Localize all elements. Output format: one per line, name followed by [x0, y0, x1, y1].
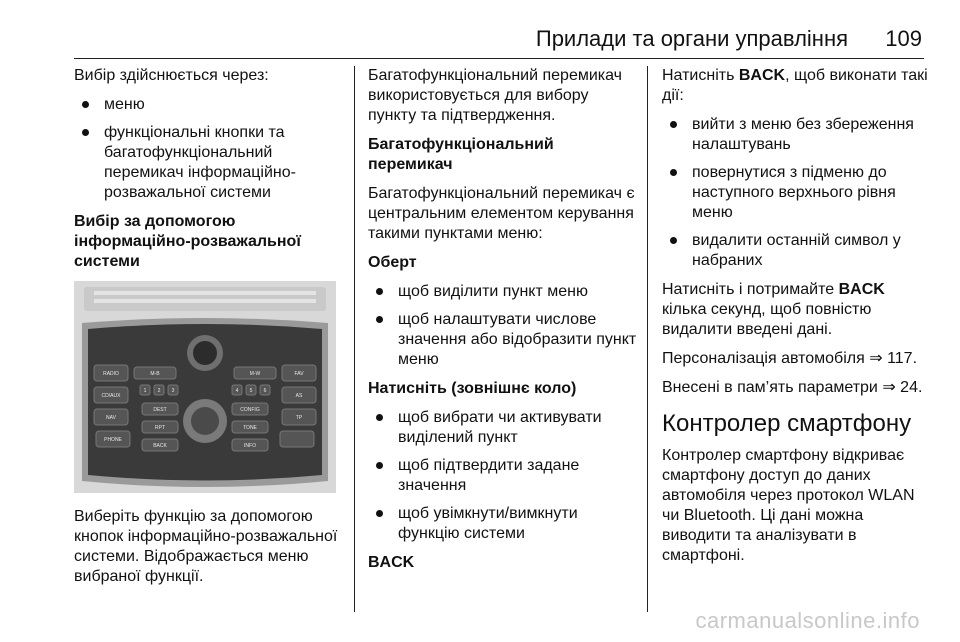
column-divider: [647, 66, 648, 612]
column-right: [662, 66, 932, 575]
intro-text: Вибір здійснюється через:: [74, 67, 269, 84]
selection-list: [74, 95, 344, 203]
panel-button-label: 6: [263, 388, 267, 394]
text-segment: Натисніть і потримайте: [662, 281, 839, 298]
panel-button-label: BACK: [153, 443, 167, 449]
list-item: щоб увімкнути/вимкнути функцію системи: [368, 504, 640, 544]
column-left: [74, 66, 344, 596]
body-text: Виберіть функцію за допомогою кнопок інформаційно-розважальної системи. Відображається меню вибраної функції.: [74, 508, 338, 585]
section-heading-large: Контролер смартфону: [662, 410, 912, 437]
column-middle: [368, 66, 640, 582]
panel-button-label: M-B: [150, 371, 160, 377]
panel-button-label: 2: [157, 388, 161, 394]
section-heading: Багатофункціональний перемикач: [368, 136, 554, 173]
section-heading: Вибір за допомогою інформаційно-розважальної системи: [74, 213, 301, 270]
panel-button-label: TP: [295, 415, 303, 421]
panel-button-label: RADIO: [103, 371, 119, 377]
press-list: [368, 408, 640, 544]
text-segment: Натисніть: [662, 67, 739, 84]
list-item: вийти з меню без збереження налаштувань: [662, 115, 932, 155]
back-actions-list: [662, 115, 932, 271]
subheading: Оберт: [368, 254, 417, 271]
column-divider: [354, 66, 355, 612]
body-text: [662, 280, 932, 340]
list-item: видалити останній символ у набраних: [662, 231, 932, 271]
rotate-list: [368, 282, 640, 370]
text-segment: , щоб виконати такі дії:: [662, 67, 928, 104]
list-item: меню: [74, 95, 344, 115]
body-text: [662, 66, 932, 106]
back-label: BACK: [838, 281, 885, 298]
body-text: Багатофункціональний перемикач є центральним елементом керування такими пунктами меню:: [368, 185, 635, 242]
list-item: щоб вибрати чи активувати виділений пункт: [368, 408, 640, 448]
panel-button-label: M-W: [249, 371, 261, 377]
body-text: Контролер смартфону відкриває смартфону доступ до даних автомобіля через протокол WLAN чи Bluetooth. Ці дані можна виводити та аналізувати в смартфоні.: [662, 447, 915, 564]
subheading: BACK: [368, 554, 415, 571]
panel-button-label: 3: [171, 388, 175, 394]
cross-reference: Персоналізація автомобіля ⇒ 117.: [662, 350, 918, 367]
panel-button-label: 4: [235, 388, 239, 394]
panel-button-label: DEST: [153, 407, 167, 413]
list-item: повернутися з підменю до наступного верхнього рівня меню: [662, 163, 932, 223]
list-item: функціональні кнопки та багатофункціональний перемикач інформаційно-розважальної системи: [74, 123, 344, 203]
text-segment: кілька секунд, щоб повністю видалити введені дані.: [662, 301, 872, 338]
panel-button-label: PHONE: [104, 437, 122, 443]
panel-button-label: RPT: [155, 425, 165, 431]
page-title: Прилади та органи управління: [535, 26, 848, 51]
panel-button-label: TONE: [243, 425, 257, 431]
subheading: Натисніть (зовнішнє коло): [368, 380, 577, 397]
panel-button-label: CD/AUX: [101, 393, 121, 399]
page-header: [0, 0, 960, 58]
back-label: BACK: [738, 67, 786, 84]
panel-button-label: NAV: [106, 415, 116, 421]
panel-button-label: 1: [143, 388, 147, 394]
panel-button-label: 5: [249, 388, 253, 394]
header-divider: [74, 58, 924, 59]
panel-button-label: CONFIG: [240, 407, 260, 413]
panel-button-label: FAV: [294, 371, 304, 377]
body-text: Багатофункціональний перемикач використовується для вибору пункту та підтвердження.: [368, 67, 623, 124]
list-item: щоб підтвердити задане значення: [368, 456, 640, 496]
panel-button-label: AS: [295, 393, 303, 399]
list-item: щоб налаштувати числове значення або відобразити пункт меню: [368, 310, 640, 370]
infotainment-panel-figure: [74, 281, 336, 493]
cross-reference: Внесені в пам’ять параметри ⇒ 24.: [662, 379, 923, 396]
list-item: щоб виділити пункт меню: [368, 282, 640, 302]
panel-button-label: INFO: [244, 443, 256, 449]
page-number: 109: [885, 26, 922, 51]
watermark: carmanualsonline.info: [695, 608, 920, 633]
